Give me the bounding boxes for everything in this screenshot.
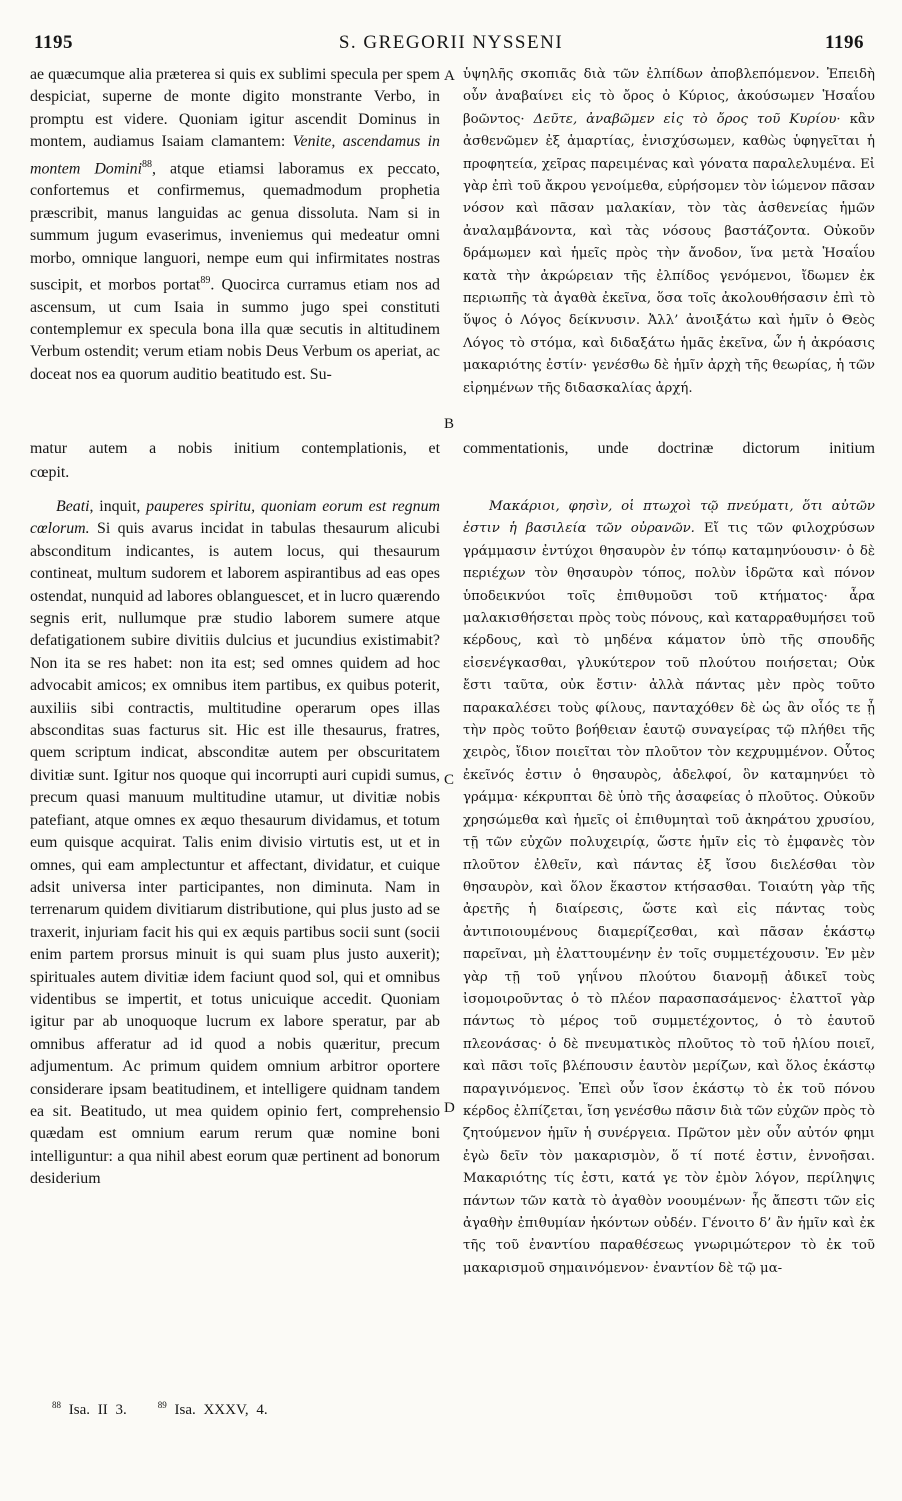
greek-quote-isaiah: Δεῦτε, ἀναβῶμεν εἰς τὸ ὄρος τοῦ Κυρίου·	[533, 111, 841, 127]
margin-marker-c: C	[444, 772, 455, 788]
footnote-89: Isa. XXXV, 4.	[174, 1402, 268, 1418]
greek-column-lower	[463, 496, 875, 1280]
latin-beati: Beati	[56, 498, 90, 515]
latin-paragraph-1: ae quæcumque alia præterea si quis ex sublimi specula per spem despiciat, superne de monte digito monstrante Verbo, in promptu est videre. Quoniam igitur ascendit Dominus in montem, audiamus Isaiam clamantem: Venite, ascendamus in montem Domini$^{88}$, atque etiamsi laboramus ex peccato, confortemus et confirmemus, quemadmodum prophetia præscribit, manus languidas ac genua dissoluta. Nam si in summum jugum evaserimus, inveniemus qui medeatur omni morbo, omnique languori, nempe eum qui infirmitates nostras suscipit, et morbos portat$^{89}$. Quocirca curramus etiam nos ad ascensum, ut cum Isaia in summo jugo spei constituti contemplemur ex specula bona illa quæ secutis in altitudinem Verbum ostendit; verum etiam nobis Deus Verbum os aperiat, ac doceat nos ea quorum auditio beatitudo est. Su-	[30, 66, 441, 383]
footnote-mark-89: 89	[157, 1400, 167, 1410]
right-page-number: 1196	[825, 32, 864, 53]
footnote-ref-88: 88	[142, 158, 152, 170]
latin-spanning-end: cœpit.	[30, 464, 70, 481]
latin-quote-isaiah: Venite, ascendamus in montem Domini	[30, 133, 440, 177]
latin-column-lower	[30, 496, 440, 1191]
latin-spanning-text: matur autem a nobis initium contemplationis, et	[30, 440, 440, 457]
latin-paragraph-2: Beati, inquit, pauperes spiritu, quoniam eorum est regnum cœlorum. Si quis avarus incidat in tabulas thesaurum alicubi absconditum indicantes, is autem locus, qui thesaurum contineat, multum sudorem et laborem aspirantibus ad eas opes ostendat, nunquid ad labores oblanguescet, et in lucro quærendo segnis erit, nullumque præ studio laborem sumere atque defatigationem subire divitiis dulcius et jucundius existimabit? Non ita se res habet: non ita est; sed omnes quidem ad hoc advocabit amicos; ex omnibus item partibus, ex quibus poterit, auxiliis sibi contractis, multitudine operarum opes illas absconditas suas facturus sit. Hic est ille thesaurus, fratres, quem scriptum indicat, absconditæ autem per obscuritatem divitiæ sunt. Igitur nos quoque qui incorrupti auri cupidi sumus, precum quasi manuum multitudine utamur, ut divitiæ nobis patefiant, atque omnes ex æquo thesaurum dividamus, et totum eum quisque acquirat. Talis enim divisio virtutis est, ut et in omnes, qui eam amplectuntur et affectant, dividatur, et cuique adsit universa inter participantes, non diminuta. Nam in terrenarum quidem divitiarum distributione, qui plus justo ad se traxerit, injuriam facit his qui ex æquis partibus socii sunt (socii enim partem prorsus minuit is qui suam plus justo auxerit); spirituales autem divitiæ idem faciunt quod sol, qui et omnibus videntibus se impertit, et totus unicuique accedit. Quoniam igitur par ab unoquoque lucrum ex labore speratur, par ab omnibus afferatur ad id quod a nobis quæritur, precum adjumentum. Ac primum quidem omnium arbitror oportere considerare ipsam beatitudinem, et intelligere quidnam tandem ea sit. Beatitudo, ut mea quidem opinio fert, comprehensio quædam est omnium earum rerum quæ nomine boni intelliguntur: a qua nihil abest eorum quæ pertinent ad bonorum desiderium	[30, 498, 440, 1188]
footnote-mark-88: 88	[52, 1400, 61, 1410]
greek-column	[463, 64, 875, 400]
footnote-88: Isa. II 3.	[68, 1402, 127, 1418]
greek-spanning-latin-text: commentationis, unde doctrinæ dictorum initium	[463, 440, 875, 457]
spanning-line-end	[30, 462, 875, 484]
running-header	[24, 28, 878, 58]
margin-marker-d: D	[444, 1100, 455, 1116]
greek-paragraph-2: Μακάριοι, φησὶν, οἱ πτωχοὶ τῷ πνεύματι, ὅτι αὐτῶν ἐστιν ἡ βασιλεία τῶν οὐρανῶν. Εἴ τις τῶν φιλοχρύσων γράμμασιν ἐντύχοι θησαυρὸν ἐν τόπῳ καταμηνύουσιν· ὁ δὲ περιέχων τὸν θησαυρὸν τόπος, πολὺν ἱδρῶτα καὶ πόνον ὑποδεικνύοι τοῖς ἐπιθυμοῦσι τοῦ κτήματος· ἆρα μαλακισθήσεται πρὸς τοὺς πόνους, καὶ καταρραθυμήσει τοῦ κέρδους, καὶ τὸ μηδένα κάματον ὑπὸ τῆς σπουδῆς εἰσενέγκασθαι, γλυκύτερον τοῦ πλούτου ποιήσεται; Οὐκ ἔστι ταῦτα, οὐκ ἔστιν· ἀλλὰ πάντας μὲν πρὸς τοῦτο παρακαλέσει τοὺς φίλους, πανταχόθεν δὲ ὡς ἂν οἷός τε ᾖ τὴν πρὸς τοῦτο βοήθειαν ἑαυτῷ συναγείρας τῷ πλήθει τῆς χειρὸς, ἴδιον ποιεῖται τὸν πλοῦτον τὸν κεχρυμμένον. Οὗτος ἐκεῖνός ἐστιν ὁ θησαυρὸς, ἀδελφοί, ὃν καταμηνύει τὸ γράμμα· κέκρυπται δὲ ὑπὸ τῆς ἀσαφείας ὁ πλοῦτος. Οὐκοῦν χρησώμεθα καὶ ἡμεῖς οἱ ἐπιθυμηταὶ τοῦ ἀκηράτου χρυσίου, τῇ τῶν εὐχῶν πολυχειρίᾳ, ὥστε ἡμῖν εἰς τὸ ἐμφανὲς τὸν πλοῦτον ἐλθεῖν, καὶ πάντας ἐξ ἴσου διελέσθαι τὸν θησαυρὸν, καὶ ὅλον ἕκαστον κτήσασθαι. Τοιαύτη γὰρ τῆς ἀρετῆς ἡ διαίρεσις, ὥστε καὶ εἰς πάντας τοὺς ἀντιποιουμένους διαμερίζεσθαι, καὶ πᾶσαν ἑκάστῳ παρεῖναι, μὴ ἐλαττουμένην ἐν τοῖς συμμετέχουσιν. Ἐν μὲν γὰρ τῇ τοῦ γηΐνου πλούτου διανομῇ ἀδικεῖ τοὺς ἰσομοιροῦντας ὁ τὸ πλέον παρασπασάμενος· ἐλαττοῖ γὰρ πάντως τὸ μέρος τοῦ συμμετέχοντος, ὁ τὸ ἑαυτοῦ πλεονάσας· ὁ δὲ πνευματικὸς πλοῦτος τὸ τοῦ ἡλίου ποιεῖ, καὶ πᾶσι τοῖς βλέπουσιν ἑαυτὸν μερίζων, καὶ ὅλος ἑκάστῳ παραγινόμενος. Ἐπεὶ οὖν ἴσον ἑκάστῳ τὸ ἐκ τοῦ πόνου κέρδος ἐλπίζεται, ἴση γενέσθω πᾶσιν διὰ τῶν εὐχῶν πρὸς τὸ ζητούμενον ἡμῖν ἡ συνέργεια. Πρῶτον μὲν οὖν αὐτόν φημι ἐγὼ δεῖν τὸν μακαρισμὸν, ὅ τί ποτέ ἐστιν, ἐννοῆσαι. Μακαριότης τίς ἐστι, κατά γε τὸν ἐμὸν λόγον, περίληψις πάντων τῶν κατὰ τὸ ἀγαθὸν νοουμένων· ἧς ἄπεστι τῶν εἰς ἀγαθὴν ἐπιθυμίαν ἡκόντων οὐδέν. Γένοιτο δ’ ἂν ἡμῖν καὶ ἐκ τῆς τοῦ ἐναντίου παραθέσεως γνωριμώτερον τὸ ἐκ τοῦ μακαρισμοῦ σημαινόμενον· ἐναντίον δὲ τῷ μα-	[463, 499, 876, 1276]
latin-column	[30, 64, 440, 386]
latin-beatitude-quote: pauperes spiritu, quoniam eorum est regnum cœlorum.	[30, 498, 440, 538]
footnotes	[52, 1400, 268, 1419]
margin-marker-a: A	[444, 68, 455, 84]
left-page-number: 1195	[34, 32, 73, 53]
footnote-ref-89: 89	[200, 274, 211, 286]
spanning-line	[30, 438, 875, 460]
greek-paragraph-1: ὑψηλῆς σκοπιᾶς διὰ τῶν ἐλπίδων ἀποβλεπόμενον. Ἐπειδὴ οὖν ἀναβαίνει εἰς τὸ ὄρος ὁ Κύριος, ἀκούσωμεν Ἡσαΐου βοῶντος· Δεῦτε, ἀναβῶμεν εἰς τὸ ὄρος τοῦ Κυρίου· κἂν ἀσθενῶμεν ἐξ ἁμαρτίας, ἐνισχύσωμεν, καθὼς ὑφηγεῖται ἡ προφητεία, χεῖρας παρειμένας καὶ γόνατα παραλελυμένα. Εἰ γὰρ ἐπὶ τοῦ ἄκρου γενοίμεθα, εὑρήσομεν τὸν ἰώμενον πᾶσαν νόσον καὶ πᾶσαν μαλακίαν, τὸν τὰς ἀσθενείας ἡμῶν ἀναλαμβάνοντα, καὶ τὰς νόσους βαστάζοντα. Οὐκοῦν δράμωμεν καὶ ἡμεῖς πρὸς τὴν ἄνοδον, ἵνα μετὰ Ἡσαΐου κατὰ τὴν ἀκρώρειαν τῆς ἐλπίδος γενόμενοι, ἴδωμεν ἐκ περιωπῆς τὰ ἀγαθὰ ἐκεῖνα, ὅσα τοῖς ἀκολουθήσασιν ἐπὶ τὸ ὕψος ὁ Λόγος δείκνυσιν. Ἀλλ’ ἀνοιξάτω καὶ ἡμῖν ὁ Θεὸς Λόγος τὸ στόμα, καὶ διδαξάτω ἡμᾶς ἐκεῖνα, ὧν ἡ ἀκρόασις μακαριότης ἐστίν· γενέσθω δὲ ἡμῖν ἀρχὴ τῆς θεωρίας, ἡ τῶν εἰρημένων τῆς διδασκαλίας ἀρχή.	[463, 67, 875, 396]
margin-marker-b: B	[444, 416, 455, 432]
greek-beatitude-quote: Μακάριοι, φησὶν, οἱ πτωχοὶ τῷ πνεύματι, ὅτι αὐτῶν ἐστιν ἡ βασιλεία τῶν οὐρανῶν.	[463, 499, 875, 537]
running-title: S. GREGORII NYSSENI	[338, 32, 564, 53]
